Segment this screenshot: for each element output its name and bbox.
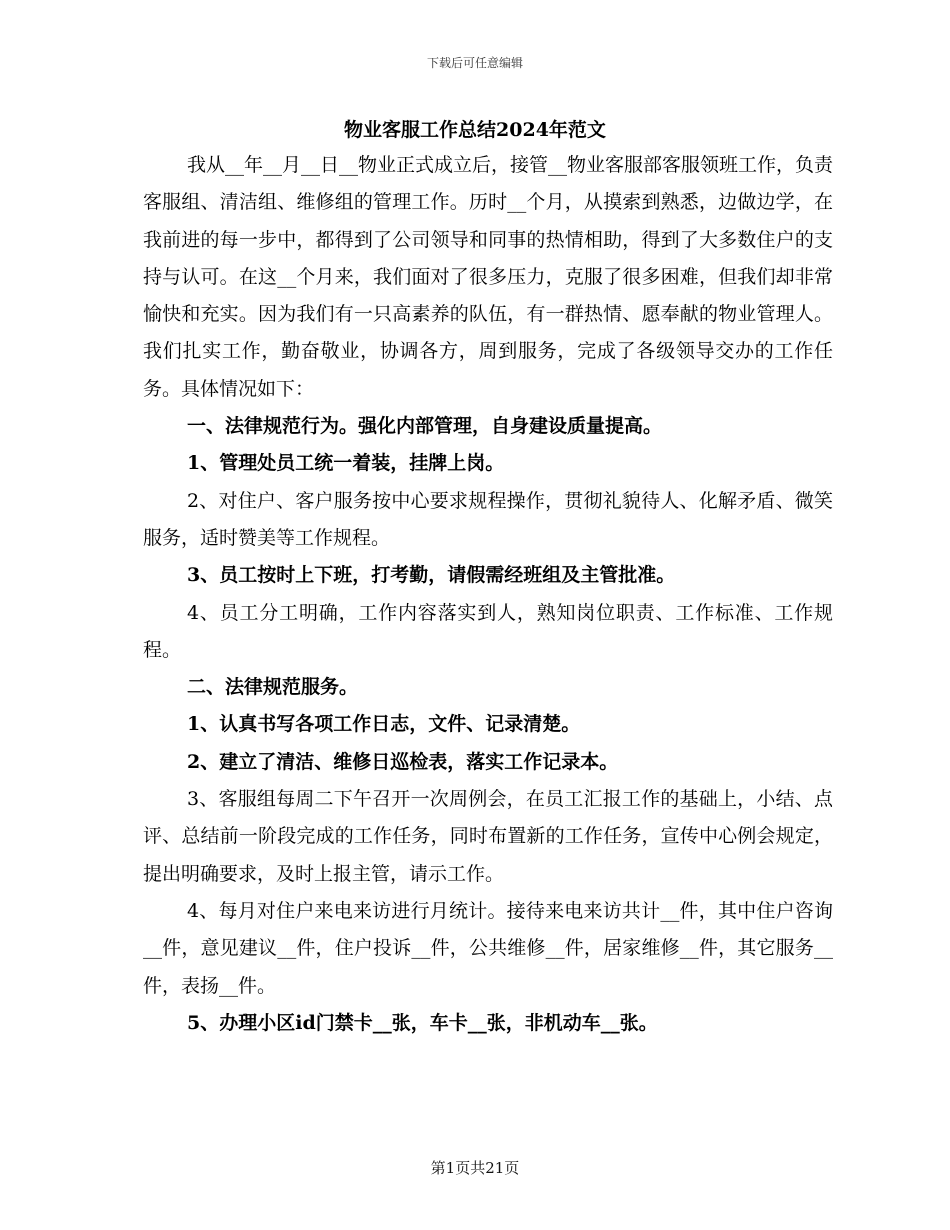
paragraph: 1、认真书写各项工作日志，文件、记录清楚。 [187,713,581,736]
paragraph: 5、办理小区id门禁卡__张，车卡__张，非机动车__张。 [187,1011,658,1034]
document-title: 物业客服工作总结2024年范文 [344,119,606,141]
page-number-footer: 第1页共21页 [430,1159,520,1177]
paragraph: 一、法律规范行为。强化内部管理，自身建设质量提高。 [187,415,663,438]
paragraph: 4、每月对住户来电来访进行月统计。接待来电来访共计__件，其中住户咨询__件，意见建议__件，住户投诉__件，公共维修__件，居家维修__件，其它服务__件，表扬__件。 [143,899,833,997]
document-body [143,147,833,1042]
paragraph: 2、对住户、客户服务按中心要求规程操作，贯彻礼貌待人、化解矛盾、微笑服务，适时赞美等工作规程。 [143,489,833,549]
page-header-note: 下载后可任意编辑 [426,56,523,70]
paragraph: 3、员工按时上下班，打考勤，请假需经班组及主管批准。 [187,564,676,587]
paragraph: 我从__年__月__日__物业正式成立后，接管__物业客服部客服领班工作，负责客服组、清洁组、维修组的管理工作。历时__个月，从摸索到熟悉，边做边学，在我前进的每一步中，都得到了公司领导和同事的热情相助，得到了大多数住户的支持与认可。在这__个月来，我们面对了很多压力，克服了很多困难，但我们却非常愉快和充实。因为我们有一只高素养的队伍，有一群热情、愿奉献的物业管理人。我们扎实工作，勤奋敬业，协调各方，周到服务，完成了各级领导交办的工作任务。具体情况如下： [143,154,834,400]
paragraph: 2、建立了清洁、维修日巡检表，落实工作记录本。 [187,750,619,773]
paragraph: 3、客服组每周二下午召开一次周例会，在员工汇报工作的基础上，小结、点评、总结前一阶段完成的工作任务，同时布置新的工作任务，宣传中心例会规定，提出明确要求，及时上报主管，请示工作。 [143,788,833,885]
paragraph: 4、员工分工明确，工作内容落实到人，熟知岗位职责、工作标准、工作规程。 [143,601,833,661]
paragraph: 1、管理处员工统一着装，挂牌上岗。 [187,452,505,475]
paragraph: 二、法律规范服务。 [187,676,359,699]
